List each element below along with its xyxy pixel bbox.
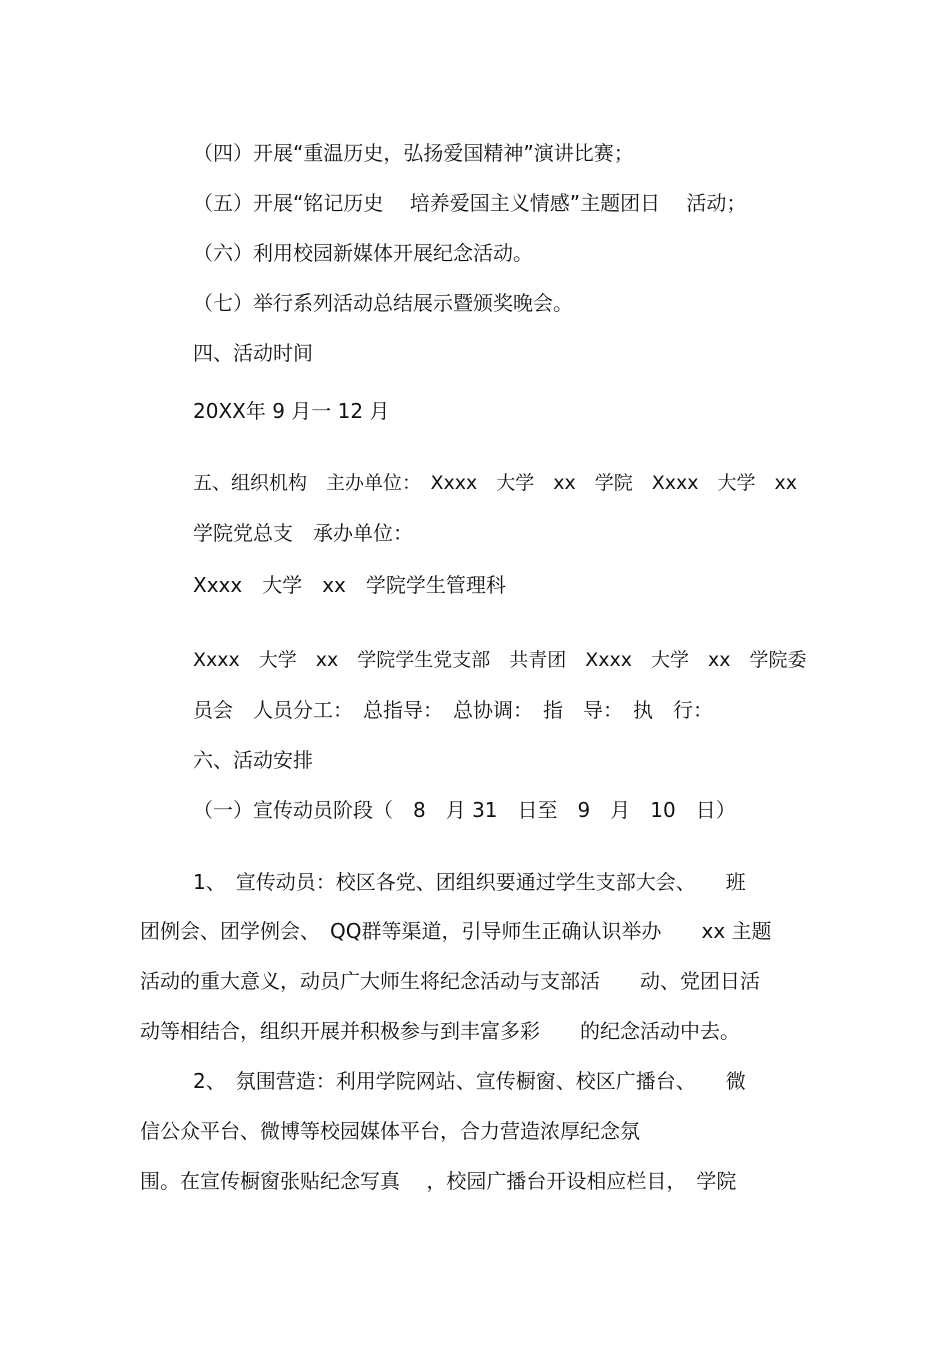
text-line: （五）开展“铭记历史 培养爱国主义情感”主题团日 活动； (193, 191, 747, 215)
text-line: 活动的重大意义，动员广大师生将纪念活动与支部活 动、党团日活 (140, 969, 760, 993)
text-line: 20XX年 9 月一 12 月 (193, 399, 390, 423)
text-line: 围。在宣传橱窗张贴纪念写真 ，校园广播台开设相应栏目， 学院 (140, 1169, 737, 1193)
text-line: 学院党总支 承办单位： (193, 521, 413, 545)
text-line: 1、 宣传动员：校区各党、团组织要通过学生支部大会、 班 (193, 870, 746, 894)
text-line: （四）开展“重温历史，弘扬爱国精神”演讲比赛； (193, 141, 634, 165)
text-line: 团例会、团学例会、 QQ群等渠道，引导师生正确认识举办 xx 主题 (140, 919, 772, 943)
section-heading: 四、活动时间 (193, 341, 313, 365)
text-line: 员会 人员分工： 总指导： 总协调： 指 导： 执 行： (193, 698, 713, 722)
text-line: Xxxx 大学 xx 学院学生管理科 (193, 573, 506, 597)
text-line: Xxxx 大学 xx 学院学生党支部 共青团 Xxxx 大学 xx 学院委 (193, 649, 807, 671)
section-heading: 五、组织机构 主办单位： Xxxx 大学 xx 学院 Xxxx 大学 xx (193, 472, 797, 494)
text-line: （六）利用校园新媒体开展纪念活动。 (193, 241, 533, 265)
text-line: （一）宣传动员阶段（ 8 月 31 日至 9 月 10 日） (193, 798, 736, 822)
text-line: 信公众平台、微博等校园媒体平台，合力营造浓厚纪念氛 (140, 1119, 640, 1143)
text-line: （七）举行系列活动总结展示暨颁奖晚会。 (193, 291, 573, 315)
section-heading: 六、活动安排 (193, 748, 313, 772)
text-line: 2、 氛围营造：利用学院网站、宣传橱窗、校区广播台、 微 (193, 1069, 746, 1093)
text-line: 动等相结合，组织开展并积极参与到丰富多彩 的纪念活动中去。 (140, 1019, 740, 1043)
